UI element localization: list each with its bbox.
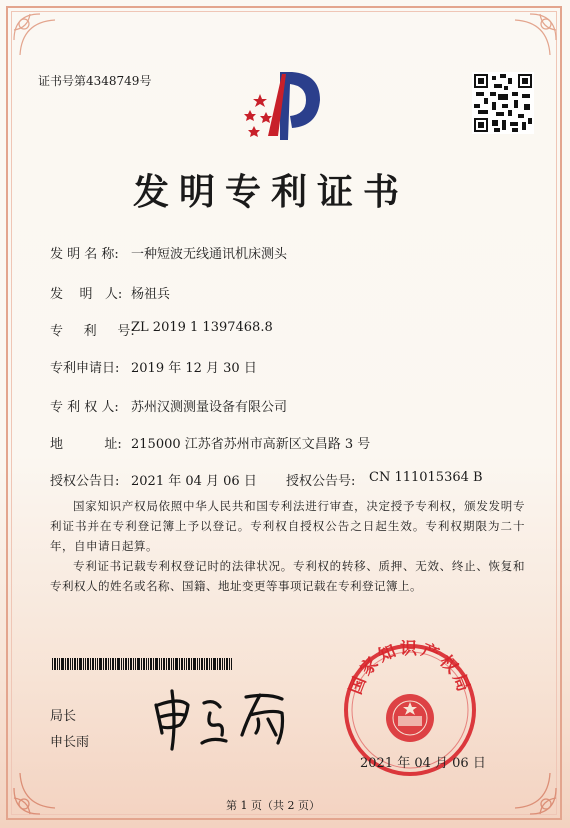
grant-number-label: 授权公告号:: [286, 474, 356, 489]
legal-paragraph-1: 国家知识产权局依照中华人民共和国专利法进行审查，决定授予专利权，颁发发明专利证书并在专利登记簿上予以登记。专利权自授权公告之日起生效。专利权期限为二十年，自申请日起算。: [50, 499, 525, 553]
barcode-icon: [52, 658, 232, 670]
grant-date-label: 授权公告日:: [50, 474, 120, 489]
filing-date-value: 2019 年 12 月 30 日: [131, 361, 257, 376]
patentee-value: 苏州汉测测量设备有限公司: [131, 400, 288, 415]
invention-name-label: 发 明 名 称:: [50, 247, 119, 262]
qr-code-icon: [472, 72, 534, 134]
director-title: 局长: [50, 708, 77, 723]
filing-date-label: 专利申请日:: [50, 361, 120, 376]
address-value: 215000 江苏省苏州市高新区文昌路 3 号: [131, 437, 371, 452]
seal-text: 国家知识产权局: [345, 640, 475, 698]
inventor-value: 杨祖兵: [131, 287, 171, 302]
grant-date-value: 2021 年 04 月 06 日: [131, 474, 257, 489]
certificate-title: 发明专利证书: [133, 171, 410, 213]
inventor-label: 发 明 人:: [50, 287, 123, 302]
corner-ornament-bottom-right: [480, 738, 570, 828]
patent-number-value: ZL 2019 1 1397468.8: [131, 320, 273, 335]
cnipa-logo-icon: [238, 66, 328, 146]
address-label: 地 址:: [50, 437, 122, 452]
patent-number-label: 专 利 号:: [50, 324, 135, 339]
page-number: 第 1 页（共 2 页）: [226, 799, 320, 812]
director-name: 申长雨: [50, 734, 90, 749]
svg-text:国家知识产权局: [346, 640, 475, 697]
patentee-label: 专 利 权 人:: [50, 400, 119, 415]
seal-date: 2021 年 04 月 06 日: [360, 756, 486, 771]
corner-ornament-bottom-left: [0, 738, 90, 828]
certificate-number: 证书号第4348749号: [38, 74, 152, 88]
handwritten-signature-icon: [150, 683, 300, 753]
legal-paragraph-2: 专利证书记载专利权登记时的法律状况。专利权的转移、质押、无效、终止、恢复和专利权人的姓名或名称、国籍、地址变更等事项记载在专利登记簿上。: [50, 559, 525, 593]
invention-name-value: 一种短波无线通讯机床测头: [131, 247, 288, 262]
grant-number-value: CN 111015364 B: [369, 470, 483, 485]
